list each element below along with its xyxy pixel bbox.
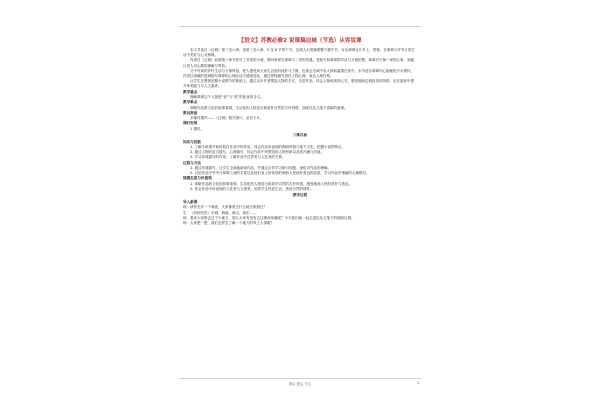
section-text: 多媒体课件——《边城》相关图片，录音卡片。 — [190, 116, 264, 121]
goals-title: 三维目标 — [292, 133, 308, 138]
footer-rule — [179, 378, 421, 379]
process-line: 师：请你先作一个调查，大家都曾去什么地方旅游过？ — [183, 205, 267, 210]
section-text: 理解翠翠这个人物是“爱”与“美”的化身的含义。 — [190, 95, 264, 100]
goal-line: 3. 学习环境描写的作用，了解作品中自然美与人性美的关系。 — [190, 155, 286, 160]
section-text: 1 课时。 — [190, 126, 204, 131]
goal-line: 1. 了解小说情节和结构在作品中的作用，体会作品所表现的湘西风情与地方文化，把握小说的特点。 — [190, 145, 345, 150]
section-text: 领略作品散文化的叙事笔调，生动化的人物语言和质朴自然的古朴风情，品味沈从文笔下清新的意境。 — [190, 105, 348, 110]
page-number: 1 — [416, 381, 419, 385]
intro-paragraph: 文中写到的乡村生活与人情风俗，使人感受到大家生活里的纯朴与宁静，也领会边城中有人情和温情在其中。本节选写翠翠内心隐秘的少女情怀，作者以细腻的笔调描写翠翠的心理活动与情绪变化，通过景物描写烘托人物心理，表达人物性格。 — [183, 68, 414, 79]
goal-heading: 过程与方法 — [183, 160, 201, 165]
goal-line: 1. 通过环境描写，让学生全面地阅读作品，并通过合作学习研讨问题，深化对作品的理解。 — [190, 166, 331, 171]
header-rule — [179, 26, 421, 27]
section-heading: 教具准备 — [183, 110, 198, 115]
goal-heading: 情感态度与价值观 — [183, 176, 212, 181]
intro-paragraph: 让学生在整体把握小说情节的基础上，通过认识作者塑造人物的手法，走进作品，体会人物纯美的心灵，感受湘西边城优美的风情，也在阅读中提升审美能力与人文素养。 — [183, 79, 414, 89]
process-line: 生：（纷纷回答）长城、海南、黄山、周庄…… — [183, 210, 257, 215]
footer-text: 用心 爱心 专心 — [288, 382, 312, 386]
document-page — [179, 0, 421, 400]
goal-heading: 知识与技能 — [183, 139, 201, 144]
goal-line: 2. 体会作品中所表现的人性美与人情美，培养学生热爱生活、热爱自然的情怀。 — [190, 187, 314, 192]
intro-paragraph: 本文节选自《边城》第三至六章，是第三至六章，5 至 8 节等个节，边城人们采摘着整个端午节，写出翠翠这片乡土，景物，在翠翠与爷爷日常生活中美好与心灵相映。 — [183, 48, 415, 58]
document-title: 【语文】苏教必修2 说课稿边城（节选）从容说课 — [238, 38, 362, 44]
process-title: 教学过程 — [292, 193, 308, 198]
intro-paragraph: 作者在《边城》前面第三章节叙写了苏来的小城，第四章里写翠翠与二老的初遇，老船夫和翠翠的对话与互相依偎，翠翠对天保一家的心事，到渡口老人对山歌的理解与等待。 — [183, 58, 414, 68]
goal-line: 1. 领略作品散文化的叙事笔调，生动化的人物语言和质朴自然的古朴风情，感受湘西人民的淳朴与善良。 — [190, 181, 352, 186]
section-heading: 教学难点 — [183, 100, 198, 105]
goal-line: 2. 通过人物的语言描写、心理描写，体会作品中所塑造的人物形象以及其内涵与价值。 — [190, 150, 324, 155]
section-heading: 教学重点 — [183, 89, 198, 94]
process-heading: 导入新课 — [183, 199, 198, 204]
process-line: 师：看来大家都去过不少地方，那么大家有没有去过湘西凤凰呢？今天我们就一起走进沈从文笔下的湘西边城。 — [183, 215, 355, 220]
section-heading: 课时安排 — [183, 121, 198, 126]
document-content — [183, 38, 417, 226]
process-line: 师：大家想一想，我们怎样去了解一个地方的风土人情呢？ — [183, 220, 274, 225]
goal-line: 2. 讨论作品中爷爷与翠翠之间的关系以及他们身上所体现的湘西人民纯朴善良的品质，学习作品中细腻的心理描写。 — [190, 171, 370, 176]
